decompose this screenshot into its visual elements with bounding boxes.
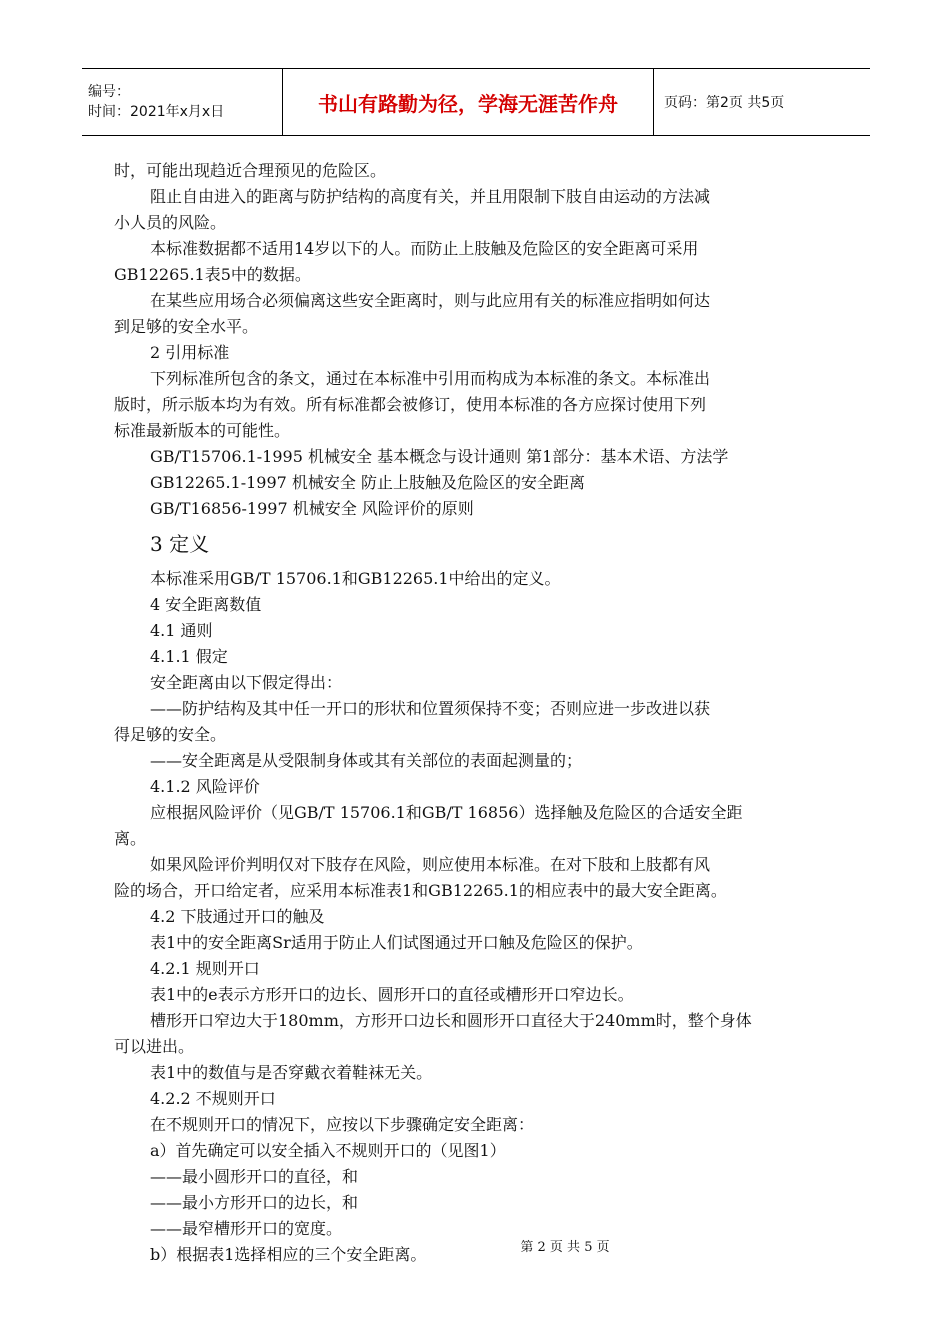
document-date: 时间：2021年x月x日: [88, 104, 225, 120]
paragraph-line: 本标准数据都不适用14岁以下的人。而防止上肢触及危险区的安全距离可采用: [150, 239, 699, 258]
paragraph-line: 阻止自由进入的距离与防护结构的高度有关，并且用限制下肢自由运动的方法减: [150, 187, 711, 206]
paragraph-line: 表1中的e表示方形开口的边长、圆形开口的直径或槽形开口窄边长。: [150, 985, 634, 1004]
paragraph-line: 可以进出。: [114, 1037, 195, 1056]
paragraph-line: 标准最新版本的可能性。: [114, 421, 291, 440]
list-item: ——最小方形开口的边长，和: [150, 1193, 359, 1212]
paragraph-line: 小人员的风险。: [114, 213, 227, 232]
section-heading: 4 安全距离数值: [150, 595, 262, 614]
section-heading: 4.2 下肢通过开口的触及: [150, 907, 325, 926]
paragraph-line: 下列标准所包含的条文，通过在本标准中引用而构成为本标准的条文。本标准出: [150, 369, 711, 388]
page-indicator: 页码：第2页 共5页: [664, 95, 785, 111]
header-page-cell: [654, 69, 870, 135]
reference-item: GB/T15706.1-1995 机械安全 基本概念与设计通则 第1部分：基本术语、方法学: [150, 447, 729, 466]
section-heading: 4.1 通则: [150, 621, 213, 640]
paragraph-line: 本标准采用GB/T 15706.1和GB12265.1中给出的定义。: [150, 569, 561, 588]
header-motto-cell: [282, 69, 654, 135]
paragraph-line: 应根据风险评价（见GB/T 15706.1和GB/T 16856）选择触及危险区的合适安全距: [150, 803, 743, 822]
paragraph-line: 在不规则开口的情况下，应按以下步骤确定安全距离：: [150, 1115, 535, 1134]
motto: 书山有路勤为径，学海无涯苦作舟: [318, 91, 618, 116]
paragraph-line: 离。: [114, 829, 147, 848]
page-footer: 第 2 页 共 5 页: [520, 1240, 610, 1255]
paragraph-line: 版时，所示版本均为有效。所有标准都会被修订，使用本标准的各方应探讨使用下列: [114, 395, 707, 414]
list-item: a）首先确定可以安全插入不规则开口的（见图1）: [150, 1141, 506, 1160]
reference-item: GB12265.1-1997 机械安全 防止上肢触及危险区的安全距离: [150, 473, 586, 492]
paragraph-line: 时，可能出现趋近合理预见的危险区。: [114, 161, 387, 180]
section-heading: 4.1.1 假定: [150, 647, 228, 666]
page-header: [82, 68, 870, 136]
paragraph-line: 安全距离由以下假定得出：: [150, 673, 343, 692]
document-body: [114, 158, 840, 1268]
section-heading: 2 引用标准: [150, 343, 230, 362]
document-number: 编号：: [88, 84, 130, 100]
section-heading: 3 定义: [150, 532, 210, 556]
section-heading: 4.1.2 风险评价: [150, 777, 260, 796]
paragraph-line: 到足够的安全水平。: [114, 317, 259, 336]
paragraph-line: 如果风险评价判明仅对下肢存在风险，则应使用本标准。在对下肢和上肢都有风: [150, 855, 711, 874]
paragraph-line: GB12265.1表5中的数据。: [114, 265, 311, 284]
paragraph-line: 表1中的数值与是否穿戴衣着鞋袜无关。: [150, 1063, 433, 1082]
reference-item: GB/T16856-1997 机械安全 风险评价的原则: [150, 499, 474, 518]
paragraph-line: 表1中的安全距离Sr适用于防止人们试图通过开口触及危险区的保护。: [150, 933, 643, 952]
header-meta: [82, 69, 282, 135]
list-item: ——最窄槽形开口的宽度。: [150, 1219, 343, 1238]
paragraph-line: 在某些应用场合必须偏离这些安全距离时，则与此应用有关的标准应指明如何达: [150, 291, 711, 310]
section-heading: 4.2.1 规则开口: [150, 959, 260, 978]
list-item: b）根据表1选择相应的三个安全距离。: [150, 1245, 427, 1264]
paragraph-line: ——安全距离是从受限制身体或其有关部位的表面起测量的；: [150, 751, 583, 770]
section-heading: 4.2.2 不规则开口: [150, 1089, 276, 1108]
list-item: ——最小圆形开口的直径，和: [150, 1167, 359, 1186]
paragraph-line: 槽形开口窄边大于180mm，方形开口边长和圆形开口直径大于240mm时，整个身体: [150, 1011, 752, 1030]
paragraph-line: 险的场合，开口给定者，应采用本标准表1和GB12265.1的相应表中的最大安全距离。: [114, 881, 727, 900]
paragraph-line: ——防护结构及其中任一开口的形状和位置须保持不变；否则应进一步改进以获: [150, 699, 711, 718]
paragraph-line: 得足够的安全。: [114, 725, 227, 744]
